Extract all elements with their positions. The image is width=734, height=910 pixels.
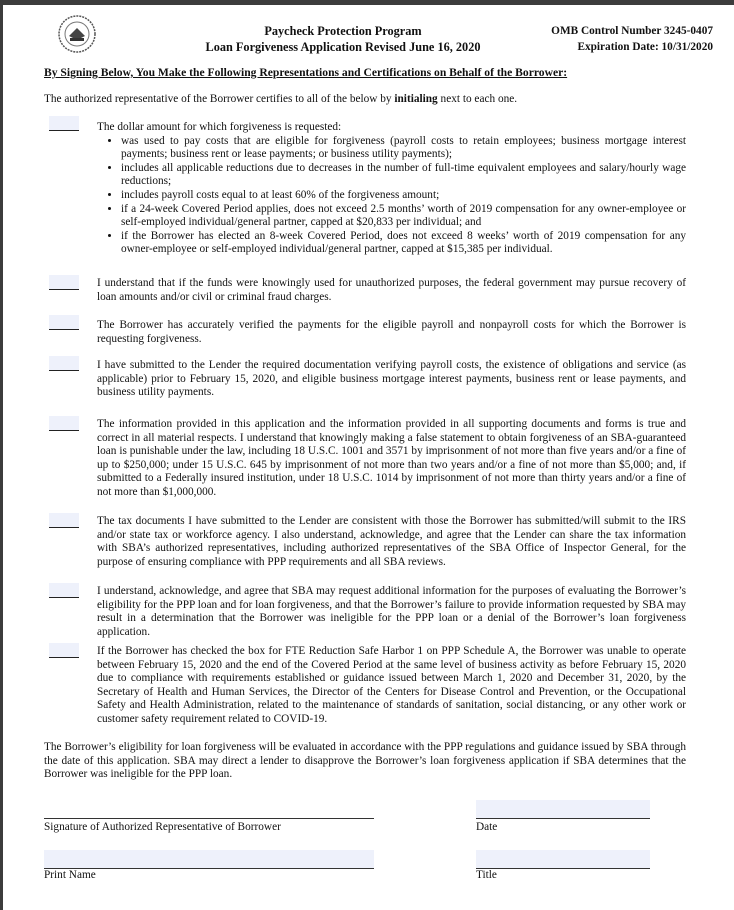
initial-field-1[interactable]: [49, 116, 79, 131]
bullet-item: • if the Borrower has elected an 8-week Covered Period, does not exceed 8 weeks’ worth of 2019 compensation for any owner-employee or self-employed individual/general partner, capped at $15,385 per individual.: [121, 230, 686, 257]
omb-info: [523, 23, 713, 55]
date-label: Date: [476, 821, 498, 833]
certification-2: I understand that if the funds were knowingly used for unauthorized purposes, the federal government may pursue recovery of loan amounts and/or civil or criminal fraud charges.: [97, 277, 686, 303]
certification-4: I have submitted to the Lender the required documentation verifying payroll costs, the existence of obligations and service (as applicable) prior to February 15, 2020, and eligible business mortgage interest payments, business rent or lease payments, and business utility payments.: [97, 359, 686, 399]
certification-text: The dollar amount for which forgiveness is requested:: [97, 121, 342, 133]
print-name-field[interactable]: [44, 850, 374, 869]
section-heading: By Signing Below, You Make the Following Representations and Certifications on Behalf of the Borrower:: [44, 66, 568, 79]
bullet-item: • includes payroll costs equal to at least 60% of the forgiveness amount;: [121, 189, 686, 203]
document-header: [183, 23, 503, 55]
intro-text: [44, 93, 517, 105]
initial-field-2[interactable]: [49, 275, 79, 290]
certification-7: I understand, acknowledge, and agree that SBA may request additional information for the purposes of evaluating the Borrower’s eligibility for the PPP loan and for loan forgiveness, and that the Borrower’s failure to provide information requested by SBA may result in a determination that the Borrower was ineligible for the PPP loan or a denial of the Borrower’s loan forgiveness application.: [97, 585, 686, 638]
bullet-item: • includes all applicable reductions due to decreases in the number of full-time equivalent employees and salary/hourly wage reductions;: [121, 162, 686, 189]
certification-8: If the Borrower has checked the box for FTE Reduction Safe Harbor 1 on PPP Schedule A, the Borrower was unable to operate between February 15, 2020 and the end of the Covered Period at the same level of business activity as before February 15, 2020 due to compliance with requirements established or guidance issued between March 1, 2020 and December 31, 2020, by the Secretary of Health and Human Services, the Director of the Centers for Disease Control and Prevention, or the Occupational Safety and Health Administration, related to the maintenance of standards of sanitation, social distancing, or any other work or customer safety requirement related to COVID-19.: [97, 645, 686, 725]
print-name-label: Print Name: [44, 869, 96, 881]
bullet-list: [97, 135, 686, 257]
intro-bold: initialing: [394, 93, 438, 105]
omb-control-number: OMB Control Number 3245-0407: [551, 25, 713, 37]
signature-field[interactable]: [44, 800, 374, 819]
bullet-item: • was used to pay costs that are eligible for forgiveness (payroll costs to retain employees; business mortgage interest payments; business rent or lease payments; or business utility payments);: [121, 135, 686, 162]
form-page: [3, 5, 734, 910]
initial-field-3[interactable]: [49, 315, 79, 330]
signature-label: Signature of Authorized Representative of Borrower: [44, 821, 281, 833]
title-label: Title: [476, 869, 497, 881]
sba-seal-logo: [57, 14, 97, 54]
certification-3: The Borrower has accurately verified the payments for the eligible payroll and nonpayroll costs for which the Borrower is requesting forgiveness.: [97, 319, 686, 345]
initial-field-5[interactable]: [49, 416, 79, 431]
program-title: Paycheck Protection Program: [264, 24, 422, 38]
expiration-date: Expiration Date: 10/31/2020: [577, 41, 713, 53]
intro-after: next to each one.: [437, 93, 518, 105]
certification-1: [97, 121, 686, 257]
bullet-item: • if a 24-week Covered Period applies, does not exceed 2.5 months’ worth of 2019 compensation for any owner-employee or self-employed individual/general partner, capped at $20,833 per individual; and: [121, 203, 686, 230]
initial-field-7[interactable]: [49, 583, 79, 598]
title-field[interactable]: [476, 850, 650, 869]
date-field[interactable]: [476, 800, 650, 819]
eligibility-statement: The Borrower’s eligibility for loan forgiveness will be evaluated in accordance with the PPP regulations and guidance issued by SBA through the date of this application. SBA may direct a lender to disapprove the Borrower’s loan forgiveness application if SBA determines that the Borrower was ineligible for the PPP loan.: [44, 741, 686, 781]
form-subtitle: Loan Forgiveness Application Revised June 16, 2020: [205, 40, 481, 54]
initial-field-8[interactable]: [49, 643, 79, 658]
intro-before: The authorized representative of the Borrower certifies to all of the below by: [44, 93, 395, 105]
certification-6: The tax documents I have submitted to the Lender are consistent with those the Borrower has submitted/will submit to the IRS and/or state tax or workforce agency. I also understand, acknowledge, and agree that the Lender can share the tax information with SBA’s authorized representatives, including authorized representatives of the SBA Office of Inspector General, for the purpose of ensuring compliance with PPP requirements and all SBA reviews.: [97, 515, 686, 568]
initial-field-4[interactable]: [49, 356, 79, 371]
certification-5: The information provided in this application and the information provided in all supporting documents and forms is true and correct in all material respects. I understand that knowingly making a false statement to obtain forgiveness of an SBA-guaranteed loan is punishable under the law, including 18 U.S.C. 1001 and 3571 by imprisonment of not more than five years and/or a fine of up to $250,000; under 15 U.S.C. 645 by imprisonment of not more than two years and/or a fine of not more than $5,000; and, if submitted to a Federally insured institution, under 18 U.S.C. 1014 by imprisonment of not more than thirty years and/or a fine of not more than $1,000,000.: [97, 418, 686, 498]
initial-field-6[interactable]: [49, 513, 79, 528]
